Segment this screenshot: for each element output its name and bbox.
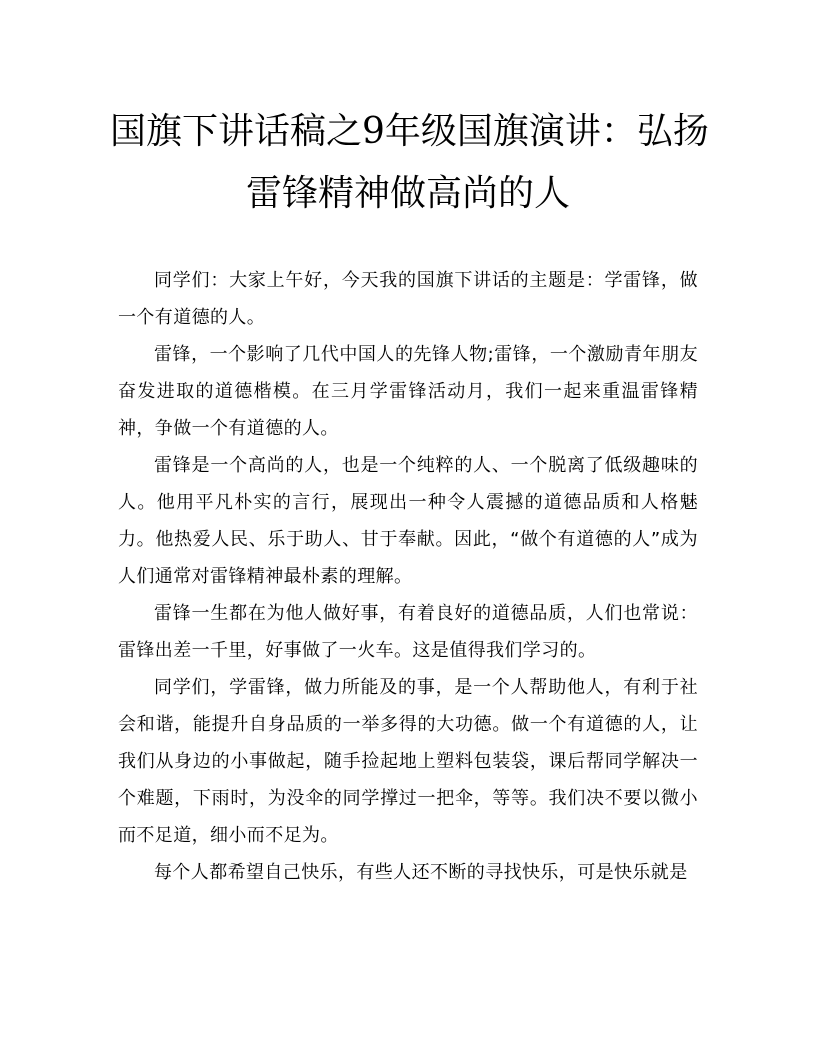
- paragraph-6: 每个人都希望自己快乐，有些人还不断的寻找快乐，可是快乐就是: [154, 862, 688, 883]
- paragraph-5: 同学们，学雷锋，做力所能及的事，是一个人帮助他人，有利于社会和谐，能提升自身品质的一举多得的大功德。做一个有道德的人，让我们从身边的小事做起，随手捡起地上塑料包装袋，课后帮同学解决一个难题，下雨时，为没伞的同学撑过一把伞，等等。我们决不要以微小而不足道，细小而不足为。: [118, 677, 698, 846]
- paragraph-1: 同学们：大家上午好，今天我的国旗下讲话的主题是：学雷锋，做一个有道德的人。: [118, 270, 698, 328]
- document-body: [118, 262, 698, 891]
- document-title-line-1: 国旗下讲话稿之9年级国旗演讲：弘扬: [110, 111, 709, 152]
- paragraph-3: 雷锋是一个高尚的人，也是一个纯粹的人、一个脱离了低级趣味的人。他用平凡朴实的言行，展现出一种令人震撼的道德品质和人格魅力。他热爱人民、乐于助人、甘于奉献。因此，“做个有道德的人”成为人们通常对雷锋精神最朴素的理解。: [118, 455, 698, 587]
- document-title-line-2: 雷锋精神做高尚的人: [245, 173, 570, 214]
- paragraph-2: 雷锋，一个影响了几代中国人的先锋人物;雷锋，一个激励青年朋友奋发进取的道德楷模。在三月学雷锋活动月，我们一起来重温雷锋精神，争做一个有道德的人。: [118, 344, 698, 439]
- paragraph-4: 雷锋一生都在为他人做好事，有着良好的道德品质，人们也常说：雷锋出差一千里，好事做了一火车。这是值得我们学习的。: [118, 603, 698, 661]
